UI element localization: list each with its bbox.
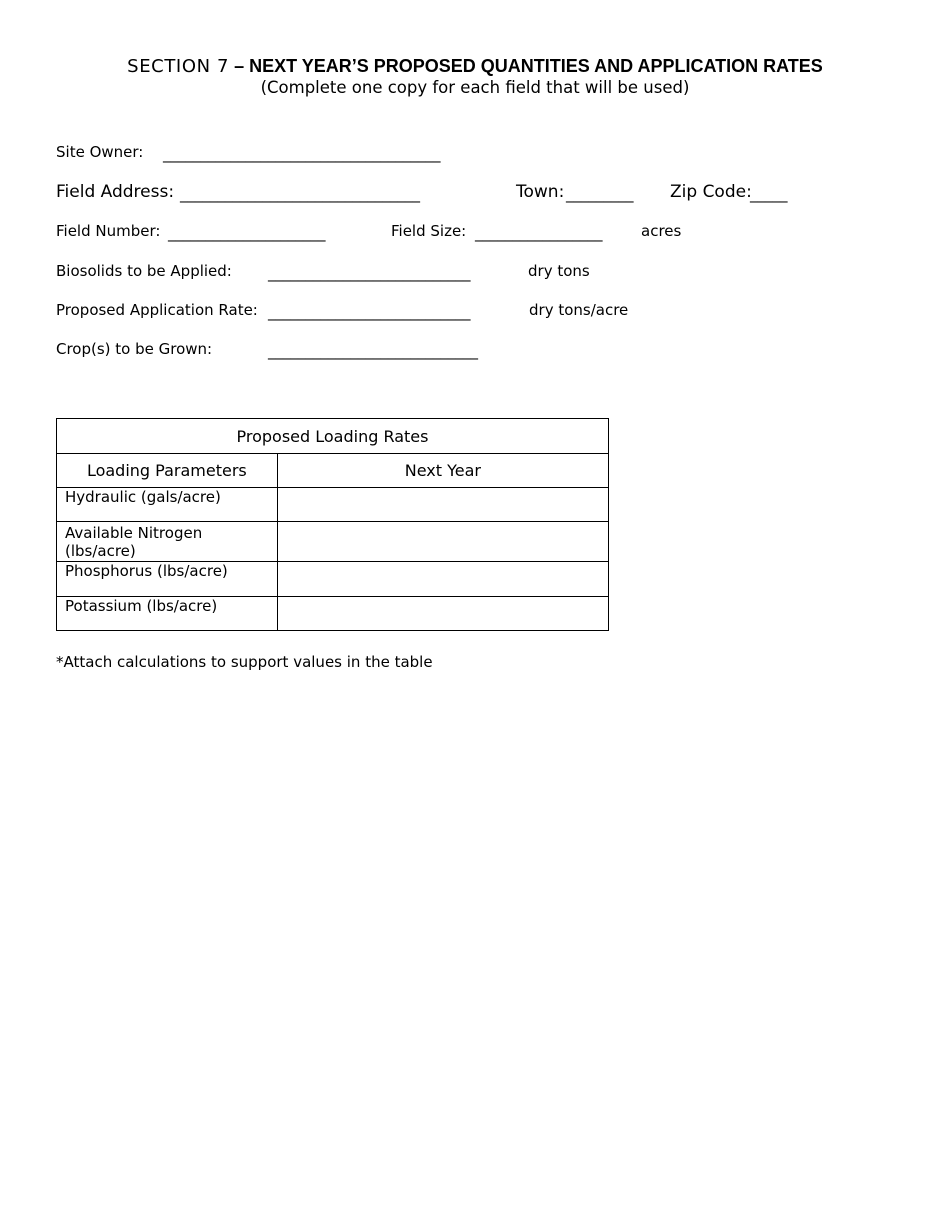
table-caption: Proposed Loading Rates (57, 419, 609, 454)
column-header-parameters: Loading Parameters (57, 454, 278, 488)
column-header-next-year: Next Year (277, 454, 608, 488)
parameter-hydraulic: Hydraulic (gals/acre) (57, 488, 278, 522)
field-address-label: Field Address: (56, 182, 175, 202)
section-title (0, 56, 950, 77)
field-address-field[interactable]: ________________________________ (180, 185, 420, 203)
application-rate-unit: dry tons/acre (529, 301, 629, 319)
section-heading: – NEXT YEAR’S PROPOSED QUANTITIES AND APPLICATION RATES (229, 56, 823, 76)
section-number: SECTION 7 (127, 56, 230, 77)
field-size-unit: acres (641, 222, 682, 240)
parameter-potassium: Potassium (lbs/acre) (57, 597, 278, 631)
table-row (57, 562, 609, 597)
application-rate-field[interactable]: ___________________________ (268, 303, 471, 321)
zip-code-field[interactable]: _____ (750, 185, 788, 203)
town-label: Town: (516, 182, 565, 202)
loading-rates-table (56, 418, 609, 631)
value-potassium[interactable] (277, 597, 608, 631)
biosolids-field[interactable]: ___________________________ (268, 264, 471, 282)
table-header-row (57, 454, 609, 488)
section-subtitle: (Complete one copy for each field that will be used) (260, 78, 690, 97)
site-owner-field[interactable]: _____________________________________ (163, 145, 441, 163)
table-caption-row (57, 419, 609, 454)
footnote: *Attach calculations to support values in the table (56, 653, 433, 671)
table-row (57, 488, 609, 522)
site-owner-label: Site Owner: (56, 143, 144, 161)
crops-label: Crop(s) to be Grown: (56, 340, 213, 358)
town-field[interactable]: _________ (566, 185, 634, 203)
biosolids-label: Biosolids to be Applied: (56, 262, 232, 280)
application-rate-label: Proposed Application Rate: (56, 301, 258, 319)
table-row (57, 597, 609, 631)
value-hydraulic[interactable] (277, 488, 608, 522)
field-size-field[interactable]: _________________ (475, 224, 603, 242)
field-number-label: Field Number: (56, 222, 161, 240)
crops-field[interactable]: ____________________________ (268, 342, 478, 360)
parameter-nitrogen: Available Nitrogen (lbs/acre) (57, 522, 278, 562)
zip-code-label: Zip Code: (670, 182, 752, 202)
biosolids-unit: dry tons (528, 262, 590, 280)
value-nitrogen[interactable] (277, 522, 608, 562)
table-row (57, 522, 609, 562)
field-size-label: Field Size: (391, 222, 467, 240)
field-number-field[interactable]: _____________________ (168, 224, 326, 242)
parameter-phosphorus: Phosphorus (lbs/acre) (57, 562, 278, 597)
value-phosphorus[interactable] (277, 562, 608, 597)
